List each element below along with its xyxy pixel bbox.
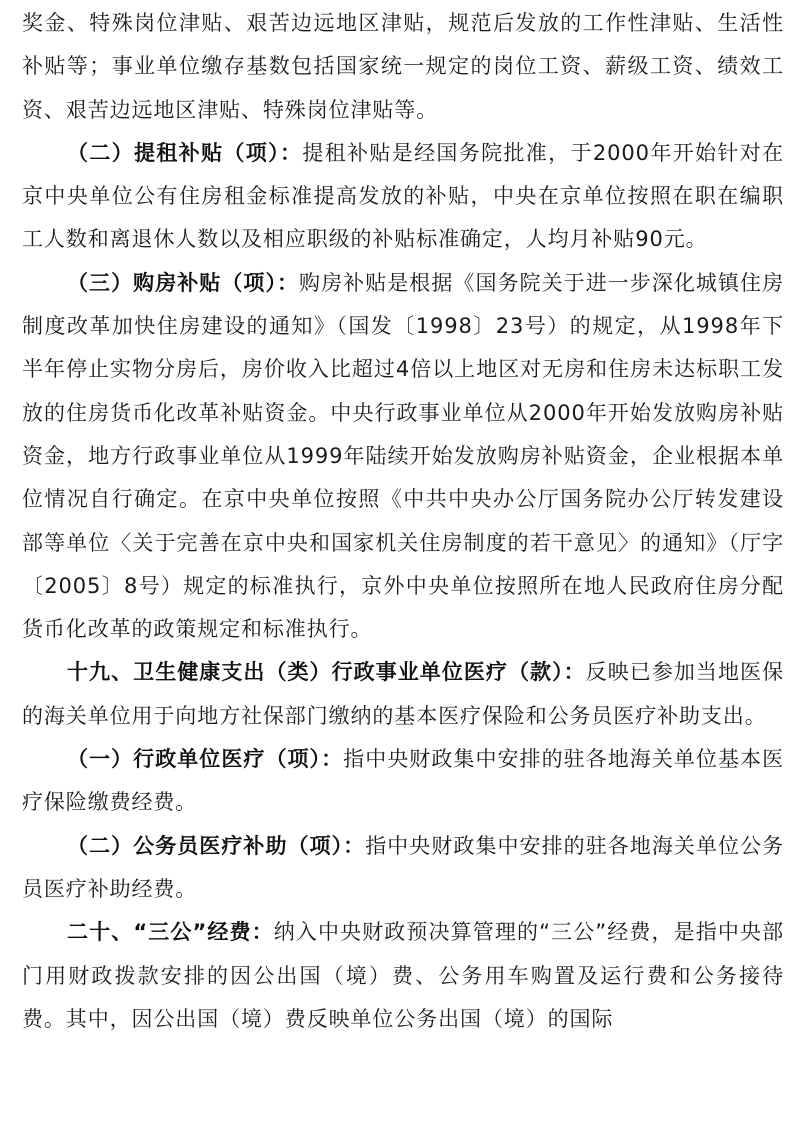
paragraph-rent-subsidy — [22, 132, 784, 262]
paragraph-body: 纳入中央财政预决算管理的“三公”经费，是指中央部门用财政拨款安排的因公出国（境）费、公务用车购置及运行费和公务接待费。其中，因公出国（境）费反映单位公务出国（境）的国际 — [22, 920, 784, 1031]
paragraph-purchase-subsidy — [22, 262, 784, 652]
paragraph-body: 反映已参加当地医保的海关单位用于向地方社保部门缴纳的基本医疗保险和公务员医疗补助支出。 — [22, 660, 784, 728]
paragraph-civil-servant-medical — [22, 825, 784, 912]
document-page — [22, 2, 784, 1041]
paragraph-body: 提租补贴是经国务院批准，于2000年开始针对在京中央单位公有住房租金标准提高发放的补贴，中央在京单位按照在职在编职工人数和离退休人数以及相应职级的补贴标准确定，人均月补贴90元。 — [22, 140, 784, 252]
paragraph-body: 指中央财政集中安排的驻各地海关单位公务员医疗补助经费。 — [22, 833, 784, 901]
section-heading: （一）行政单位医疗（项）： — [67, 747, 344, 772]
section-heading: （二）提租补贴（项）： — [67, 140, 303, 165]
paragraph-housing-fund-base — [22, 2, 784, 132]
paragraph-health-expenditure — [22, 651, 784, 738]
paragraph-admin-medical — [22, 738, 784, 825]
section-heading: 二十、“三公”经费： — [67, 920, 274, 945]
section-heading: （二）公务员医疗补助（项）： — [67, 833, 366, 858]
paragraph-body: 奖金、特殊岗位津贴、艰苦边远地区津贴，规范后发放的工作性津贴、生活性补贴等；事业单位缴存基数包括国家统一规定的岗位工资、薪级工资、绩效工资、艰苦边远地区津贴、特殊岗位津贴等。 — [22, 11, 784, 122]
section-heading: （三）购房补贴（项）： — [67, 270, 300, 295]
section-heading: 十九、卫生健康支出（类）行政事业单位医疗（款）： — [67, 660, 586, 685]
paragraph-three-public-expenses — [22, 911, 784, 1041]
paragraph-body: 指中央财政集中安排的驻各地海关单位基本医疗保险缴费经费。 — [22, 747, 785, 815]
paragraph-body: 购房补贴是根据《国务院关于进一步深化城镇住房制度改革加快住房建设的通知》（国发〔1998〕23号）的规定，从1998年下半年停止实物分房后，房价收入比超过4倍以上地区对无房和住房未达标职工发放的住房货币化改革补贴资金。中央行政事业单位从2000年开始发放购房补贴资金，地方行政事业单位从1999年陆续开始发放购房补贴资金，企业根据本单位情况自行确定。在京中央单位按照《中共中央办公厅国务院办公厅转发建设部等单位〈关于完善在京中央和国家机关住房制度的若干意见〉的通知》（厅字〔2005〕8号）规定的标准执行，京外中央单位按照所在地人民政府住房分配货币化改革的政策规定和标准执行。 — [22, 270, 784, 642]
